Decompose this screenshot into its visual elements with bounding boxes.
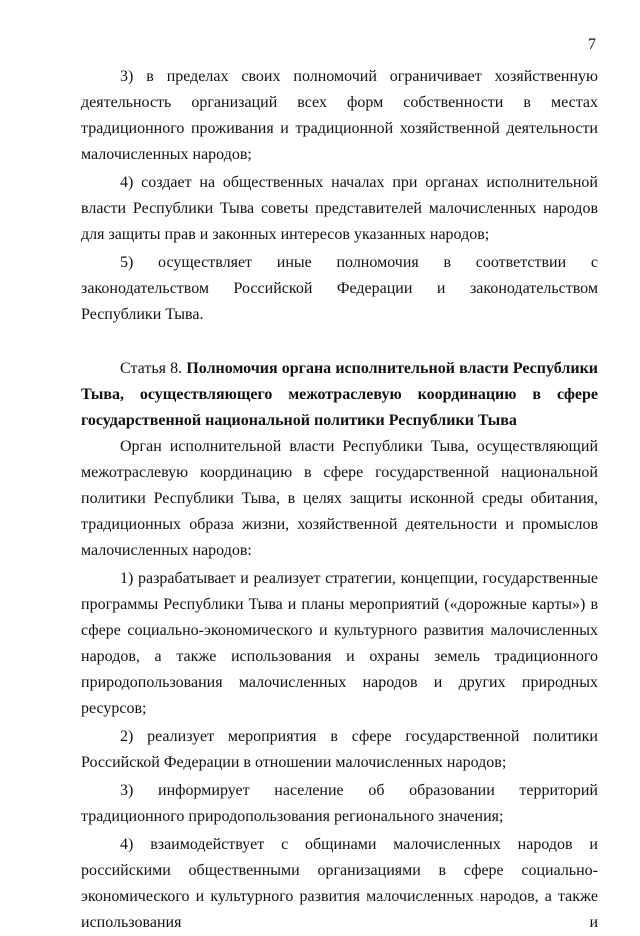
article-8-intro: Орган исполнительной власти Республики Тыва, осуществляющий межотраслевую координацию в сфере государственной национальной политики Республики Тыва, в целях защиты исконной среды обитания, традиционных образа жизни, хозяйственной деятельности и промыслов малочисленных народов:	[81, 438, 598, 559]
article-8-label: Статья 8.	[120, 360, 183, 377]
article-8-point-2: 2) реализует мероприятия в сфере государственной политики Российской Федерации в отношении малочисленных народов;	[81, 728, 598, 771]
section-gap	[81, 328, 598, 356]
item-5-paragraph: 5) осуществляет иные полномочия в соответствии с законодательством Российской Федерации и законодательством Республики Тыва.	[81, 254, 598, 323]
item-3-paragraph: 3) в пределах своих полномочий ограничивает хозяйственную деятельность организаций всех форм собственности в местах традиционного проживания и традиционной хозяйственной деятельности малочисленных народов;	[81, 68, 598, 163]
article-8-point-4: 4) взаимодействует с общинами малочисленных народов и российскими общественными организациями в сфере социально-экономического и культурного развития малочисленных народов, а также использования и	[81, 836, 598, 931]
article-8-point-1: 1) разрабатывает и реализует стратегии, концепции, государственные программы Республики Тыва и планы мероприятий («дорожные карты») в сфере социально-экономического и культурного развития малочисленных народов, а также использования и охраны земель традиционного природопользования малочисленных народов и других природных ресурсов;	[81, 570, 598, 717]
scan-artifact	[370, 899, 530, 902]
item-4-paragraph: 4) создает на общественных началах при органах исполнительной власти Республики Тыва советы представителей малочисленных народов для защиты прав и законных интересов указанных народов;	[81, 174, 598, 243]
article-8-title: Полномочия органа исполнительной власти Республики Тыва, осуществляющего межотраслевую координацию в сфере государственной национальной политики Республики Тыва	[81, 360, 599, 429]
document-body	[81, 64, 598, 936]
article-8-heading	[81, 356, 598, 434]
page-number: 7	[588, 36, 596, 53]
article-8-point-3: 3) информирует население об образовании территорий традиционного природопользования регионального значения;	[81, 782, 598, 825]
